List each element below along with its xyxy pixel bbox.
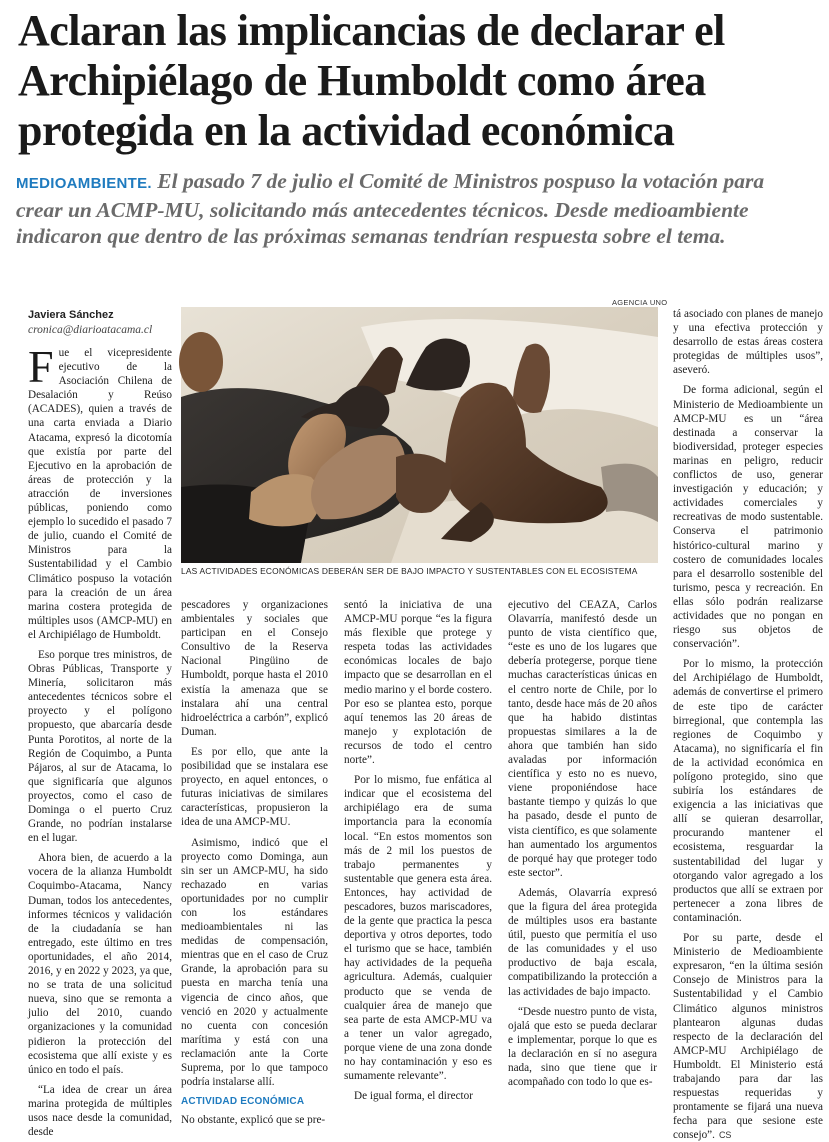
column-2 [181, 598, 328, 1127]
paragraph-text: Por su parte, desde el Ministerio de Medioambiente expresaron, “en la última sesión Consejo de Ministros para la Sustentabilidad y el Cambio Climático algunos ministros plantearon algunas dudas respecto de la declaración del AMCP-MU Archipiélago de Humboldt. El Ministerio está trabajando para dar las respuestas requeridas y prontamente se fijará una nueva fecha para que sesione este consejo”. [673, 932, 823, 1142]
byline-email[interactable]: cronica@diarioatacama.cl [28, 324, 153, 336]
section-tag: MEDIOAMBIENTE. [16, 175, 152, 192]
paragraph: tá asociado con planes de manejo y una efectiva protección y desarrollo de estas áreas costera protegidas de múltiples usos”, aseveró. [673, 308, 823, 377]
lede [16, 168, 816, 249]
column-3 [344, 598, 492, 1103]
paragraph: pescadores y organizaciones ambientales y sociales que participan en el Consejo Consultivo de la Reserva Nacional Pingüino de Humboldt, porque hasta el 2010 existía la amenaza que se instalara ahí una central hidroeléctrica a carbón”, explicó Duman. [181, 599, 328, 738]
photo-credit: AGENCIA UNO [612, 298, 668, 307]
paragraph-text: ue el vicepresidente ejecutivo de la Asociación Chilena de Desalación y Reúso (ACADES), quien a través de una carta enviada a Diario Atacama, expresó la dicotomía que existía por parte del Ejecutivo en la aprobación de áreas de protección y la atracción de inversiones públicas, poniendo como ejemplo lo sucedido el pasado 7 de julio, cuando el Comité de Ministros para la Sustentabilidad y el Cambio Climático pospuso la votación para la creación de un área marina costera protegida de múltiples usos (AMCP-MU) en el Archipiélago de Humboldt. [28, 347, 172, 641]
photo-caption: LAS ACTIVIDADES ECONÓMICAS DEBERÁN SER DE BAJO IMPACTO Y SUSTENTABLES CON EL ECOSISTEMA [181, 566, 638, 576]
paragraph [28, 341, 172, 642]
end-mark: CS [718, 1130, 732, 1141]
paragraph: Ahora bien, de acuerdo a la vocera de la alianza Humboldt Coquimbo-Atacama, Nancy Duman, todos los antecedentes, informes técnicos y validación de la ciudadanía se han entregado, este último en tres oportunidades, el año 2014, 2016, y en 2022 y 2023, ya que, no se trata de una solicitud nueva, sino que se remonta a julio del 2010, cuando organizaciones y la comunidad pidieron la protección del ecosistema que allí existe y es único en todo el país. [28, 852, 172, 1076]
paragraph: Es por ello, que ante la posibilidad que se instalara ese proyecto, en aquel entonces, o futuras iniciativas de similares características, propusieron la idea de una AMCP-MU. [181, 745, 328, 829]
paragraph: No obstante, explicó que se pre- [181, 1114, 326, 1127]
subhead: ACTIVIDAD ECONÓMICA [181, 1096, 305, 1108]
headline: Aclaran las implicancias de declarar el Archipiélago de Humboldt como área protegida en la actividad económica [18, 6, 725, 155]
byline [28, 308, 152, 338]
paragraph: Asimismo, indicó que el proyecto como Dominga, aun sin ser un AMCP-MU, ha sido rechazado en varias oportunidades por no cumplir con los estándares medioambientales ni las medidas de compensación, mientras que en el caso de Cruz Grande, la aprobación para su puesta en marcha tenía una vigencia de cinco años, que venció en 2020 y actualmente no cuenta con concesión marítima y está con una reclamación ante la Corte Suprema, por lo que tampoco podría instalarse allí. [181, 836, 328, 1089]
paragraph: sentó la iniciativa de una AMCP-MU porque “es la figura más flexible que protege y respeta todas las actividades económicas locales de bajo impacto que se desarrollan en el medio marino y el borde costero. Por eso se plantea esto, porque aquí tenemos las 20 áreas de manejo y explotación de recursos de todo el centro norte”. [344, 599, 492, 767]
column-5 [673, 307, 823, 1142]
sea-lion-1 [179, 332, 223, 392]
paragraph: Eso porque tres ministros, de Obras Públicas, Transporte y Minería, solicitaron más antecedentes técnicos sobre el proyecto y el polígono propuesto, que abarcaría desde Punta Porotitos, al norte de la Región de Coquimbo, a Punta Pájaros, al sur de Atacama, lo que significaría que algunos proyectos, como el caso de Dominga o el puerto Cruz Grande, no podrían instalarse en el lugar. [28, 648, 172, 845]
byline-author: Javiera Sánchez [28, 309, 114, 321]
column-4 [508, 598, 657, 1103]
sea-lions-photo [181, 307, 658, 563]
column-1 [28, 341, 172, 1139]
drop-cap: F [28, 341, 54, 392]
paragraph: “La idea de crear un área marina protegida de múltiples usos nace desde la comunidad, desde [28, 1083, 172, 1139]
paragraph: De igual forma, el director [354, 1090, 473, 1103]
paragraph: Por lo mismo, la protección del Archipiélago de Humboldt, además de convertirse el primero de este tipo de carácter birregional, que contempla las regiones de Coquimbo y Atacama), no significaría el fin de la actividad económica en polígono protegido, sino que subiría los estándares de exigencia a las iniciativas que allí se quieran desarrollar, procurando mantener el ecosistema, resguardar la sustentabilidad del lugar y otorgando valor agregado a los productos que allí se extraen por pertenecer a zona libres de contaminación. [673, 658, 823, 924]
paragraph: ejecutivo del CEAZA, Carlos Olavarría, manifestó desde un punto de vista científico que, “este es uno de los lugares que debería protegerse, porque tiene muchas características únicas en el centro norte de Chile, por lo tanto, desde hace más de 20 años que ha habido distintas propuestas similares a la de ahora que también han sido avaladas por información científica y esto no es nuevo, viene proponiéndose hace bastante tiempo y quizás lo que ha pasado, desde el punto de vista científico, es que solamente han aumentado los argumentos de porqué hay que proteger todo este sector”. [508, 599, 657, 879]
paragraph: Por lo mismo, fue enfática al indicar que el ecosistema del archipiélago era de suma importancia para la economía local. “En estos momentos son más de 2 mil los puestos de trabajo permanentes y sustentable que genera esta área. Entonces, hay actividad de pescadores, buzos mariscadores, de la gente que practica la pesca deportiva y otros deportes, todo el turismo que se hace, también hay actividades de la pequeña agricultura. Además, cualquier producto que se venda de cualquier área de manejo que sea parte de esta AMCP-MU va a tener un valor agregado, porque viene de una zona donde no hay contaminación y eso es sumamente relevante”. [344, 774, 492, 1083]
paragraph [673, 931, 823, 1142]
paragraph: De forma adicional, según el Ministerio de Medioambiente un AMCP-MU es un “área destinada a conservar la biodiversidad, proteger especies marinas en peligro, reducir conflictos de uso, generar investigación y educación; y actividades comerciales y recreativas de modo sustentable. Conserva el patrimonio histórico-cultural marino y costero de comunidades locales para el desarrollo sostenible del turismo, pesca y recreación. En ellas sólo podrán realizarse actividades que no pongan en riesgo sus objetos de conservación”. [673, 384, 823, 651]
lede-text: El pasado 7 de julio el Comité de Ministros pospuso la votación para crear un ACMP-MU, solicitando más antecedentes técnicos. Desde medioambiente indicaron que dentro de las próximas semanas tendrían respuesta sobre el tema. [16, 169, 765, 248]
paragraph: “Desde nuestro punto de vista, ojalá que esto se pueda declarar e implementar, porque lo que es la declaración en sí no asegura nada, sino que tiene que ir acompañado con todo lo que es- [508, 1005, 657, 1089]
paragraph: Además, Olavarría expresó que la figura del área protegida de múltiples usos era bastante útil, puesto que permitía el uso de las comunidades y el uso productivo de baja escala, compatibilizando la protección a las actividades de bajo impacto. [508, 886, 657, 998]
